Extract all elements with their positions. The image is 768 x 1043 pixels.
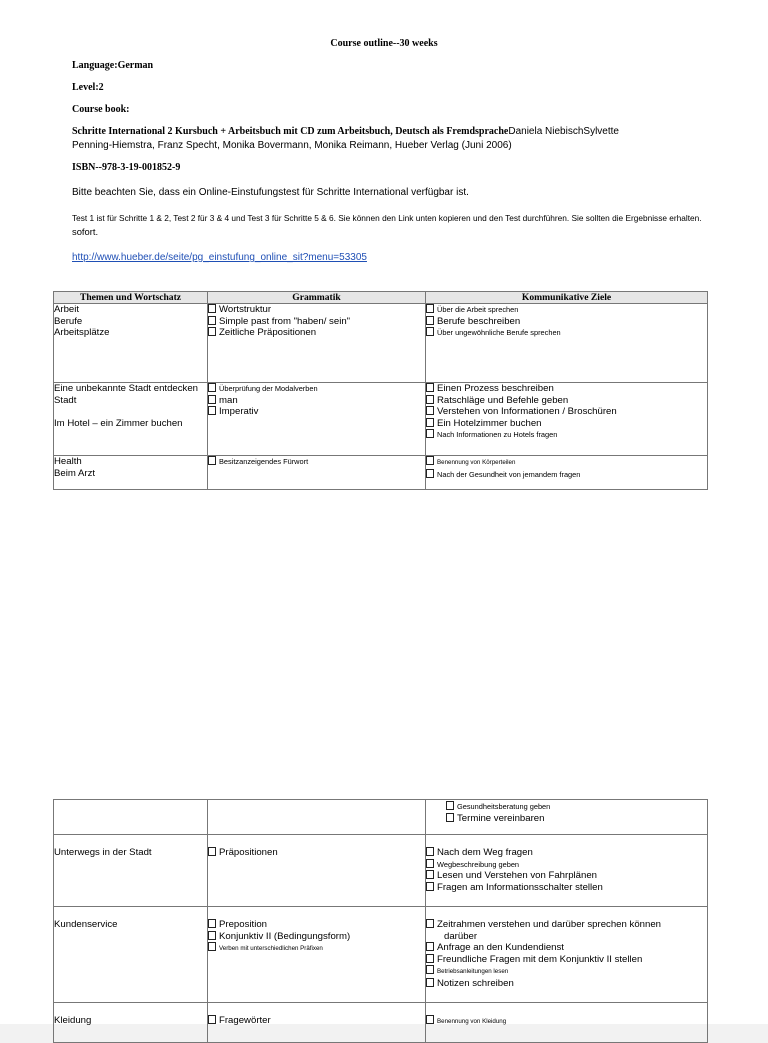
grammar-item: Verben mit unterschiedlichen Präfixen — [208, 942, 425, 955]
checkbox-icon — [208, 931, 216, 940]
checkbox-icon — [426, 383, 434, 392]
table-row — [54, 383, 708, 456]
checkbox-icon — [426, 395, 434, 404]
table-row — [54, 304, 708, 383]
placement-test-link[interactable]: http://www.hueber.de/seite/pg_einstufung_online_sit?menu=53305 — [72, 252, 367, 263]
goal-item: Benennung von Kleidung — [426, 1015, 707, 1028]
table-row — [54, 835, 708, 907]
language-line — [72, 60, 153, 71]
checkbox-icon — [426, 870, 434, 879]
theme-item: Beim Arzt — [54, 467, 96, 479]
theme-item: Im Hotel – ein Zimmer buchen — [54, 418, 183, 430]
header-grammar: Grammatik — [208, 292, 426, 304]
grammar-cell — [208, 800, 426, 835]
checkbox-icon — [426, 469, 434, 478]
goal-item: Wegbeschreibung geben — [426, 859, 707, 871]
theme-item: Eine unbekannte Stadt entdecken — [54, 383, 199, 394]
grammar-item: Preposition — [208, 919, 425, 931]
language-label: Language: — [72, 60, 118, 71]
theme-item: Unterwegs in der Stadt — [54, 847, 152, 858]
goal-item: Verstehen von Informationen / Broschüren — [426, 406, 707, 418]
book-info-line1 — [72, 125, 619, 139]
goal-item: Betriebsanleitungen lesen — [426, 965, 707, 978]
course-table-part2 — [53, 799, 708, 1043]
goal-item: Fragen am Informationsschalter stellen — [426, 882, 707, 894]
themes-cell — [54, 456, 208, 490]
goal-item: Lesen und Verstehen von Fahrplänen — [426, 870, 707, 882]
grammar-cell — [208, 456, 426, 490]
checkbox-icon — [426, 316, 434, 325]
themes-cell — [54, 800, 208, 835]
themes-cell — [54, 1003, 208, 1043]
theme-item: Stadt — [54, 394, 77, 406]
checkbox-icon — [426, 942, 434, 951]
goals-cell — [426, 800, 708, 835]
goals-cell — [426, 1003, 708, 1043]
checkbox-icon — [426, 327, 434, 336]
checkbox-icon — [208, 919, 216, 928]
goal-item: Ratschläge und Befehle geben — [426, 395, 707, 407]
checkbox-icon — [208, 304, 216, 313]
goal-item: Berufe beschreiben — [426, 316, 707, 328]
checkbox-icon — [426, 847, 434, 856]
checkbox-icon — [426, 418, 434, 427]
goals-cell — [426, 383, 708, 456]
checkbox-icon — [208, 1015, 216, 1024]
goal-item: Ein Hotelzimmer buchen — [426, 418, 707, 430]
theme-item: Kleidung — [54, 1015, 92, 1026]
grammar-cell — [208, 835, 426, 907]
checkbox-icon — [426, 1015, 434, 1024]
checkbox-icon — [208, 942, 216, 951]
goal-item: Freundliche Fragen mit dem Konjunktiv II stellen — [426, 954, 707, 966]
checkbox-icon — [208, 847, 216, 856]
grammar-item: Zeitliche Präpositionen — [208, 327, 425, 339]
goals-cell — [426, 907, 708, 1003]
goal-item: Notizen schreiben — [426, 978, 707, 990]
grammar-item: Präpositionen — [208, 847, 425, 859]
placement-test-note: Bitte beachten Sie, dass ein Online-Einstufungstest für Schritte International verfügbar ist. — [72, 187, 469, 198]
checkbox-icon — [426, 859, 434, 868]
course-book-label: Course book: — [72, 104, 130, 115]
grammar-item: man — [208, 395, 425, 407]
goals-cell — [426, 456, 708, 490]
header-goals: Kommunikative Ziele — [426, 292, 708, 304]
grammar-cell — [208, 383, 426, 456]
checkbox-icon — [208, 406, 216, 415]
table-row — [54, 1003, 708, 1043]
theme-item: Arbeitsplätze — [54, 327, 110, 339]
course-table-part1 — [53, 291, 708, 490]
checkbox-icon — [208, 395, 216, 404]
table-row — [54, 800, 708, 835]
themes-cell — [54, 383, 208, 456]
checkbox-icon — [426, 406, 434, 415]
grammar-item: Überprüfung der Modalverben — [208, 383, 425, 395]
goals-cell — [426, 835, 708, 907]
goal-item: Gesundheitsberatung geben — [446, 801, 703, 813]
theme-item: Berufe — [54, 315, 83, 327]
goal-item: Nach dem Weg fragen — [426, 847, 707, 859]
grammar-cell — [208, 907, 426, 1003]
grammar-item: Fragewörter — [208, 1015, 425, 1027]
checkbox-icon — [208, 456, 216, 465]
grammar-item: Konjunktiv II (Bedingungsform) — [208, 931, 425, 943]
grammar-item: Wortstruktur — [208, 304, 425, 316]
themes-cell — [54, 835, 208, 907]
checkbox-icon — [426, 978, 434, 987]
checkbox-icon — [426, 954, 434, 963]
grammar-item: Imperativ — [208, 406, 425, 418]
table-row — [54, 456, 708, 490]
checkbox-icon — [426, 429, 434, 438]
level-value: 2 — [98, 82, 104, 93]
checkbox-icon — [208, 327, 216, 336]
grammar-cell — [208, 304, 426, 383]
checkbox-icon — [446, 813, 454, 822]
grammar-cell — [208, 1003, 426, 1043]
checkbox-icon — [426, 882, 434, 891]
checkbox-icon — [426, 304, 434, 313]
goals-cell — [426, 304, 708, 383]
book-authors-start: Daniela NiebischSylvette — [508, 126, 619, 137]
level-line — [72, 82, 104, 93]
checkbox-icon — [426, 919, 434, 928]
checkbox-icon — [208, 316, 216, 325]
goal-item: Termine vereinbaren — [446, 813, 703, 825]
grammar-item: Simple past from "haben/ sein" — [208, 316, 425, 328]
table-header-row — [54, 292, 708, 304]
themes-cell — [54, 907, 208, 1003]
language-value: German — [117, 60, 154, 71]
goal-item: Anfrage an den Kundendienst — [426, 942, 707, 954]
table-row — [54, 907, 708, 1003]
goal-item: Benennung von Körperteilen — [426, 456, 707, 469]
goal-item-continuation: darüber — [444, 930, 478, 942]
goal-item: Über die Arbeit sprechen — [426, 304, 707, 316]
goal-item: Über ungewöhnliche Berufe sprechen — [426, 327, 707, 339]
test-info-line1: Test 1 ist für Schritte 1 & 2, Test 2 für 3 & 4 und Test 3 für Schritte 5 & 6. Sie können den Link unten kopieren und den Test durchführen. Sie sollten die Ergebnisse erhalten. — [72, 213, 702, 223]
goal-item: Einen Prozess beschreiben — [426, 383, 707, 395]
checkbox-icon — [446, 801, 454, 810]
goal-item: Zeitrahmen verstehen und darüber sprechen können — [426, 919, 707, 931]
page-title: Course outline--30 weeks — [330, 38, 438, 49]
checkbox-icon — [426, 456, 434, 465]
goal-item: Nach Informationen zu Hotels fragen — [426, 429, 707, 441]
level-label: Level: — [72, 82, 99, 93]
theme-item: Arbeit — [54, 304, 80, 315]
themes-cell — [54, 304, 208, 383]
goal-item: Nach der Gesundheit von jemandem fragen — [426, 469, 707, 481]
theme-item: Health — [54, 456, 82, 467]
isbn: ISBN--978-3-19-001852-9 — [72, 162, 181, 173]
theme-item: Kundenservice — [54, 919, 118, 930]
checkbox-icon — [426, 965, 434, 974]
header-themes: Themen und Wortschatz — [54, 292, 208, 304]
checkbox-icon — [208, 383, 216, 392]
test-info-line2: sofort. — [72, 226, 99, 237]
grammar-item: Besitzanzeigendes Fürwort — [208, 456, 425, 468]
book-authors-line2: Penning-Hiemstra, Franz Specht, Monika Bovermann, Monika Reimann, Hueber Verlag (Juni 2006) — [72, 140, 512, 151]
book-title: Schritte International 2 Kursbuch + Arbeitsbuch mit CD zum Arbeitsbuch, Deutsch als Fremdsprache — [72, 126, 509, 137]
